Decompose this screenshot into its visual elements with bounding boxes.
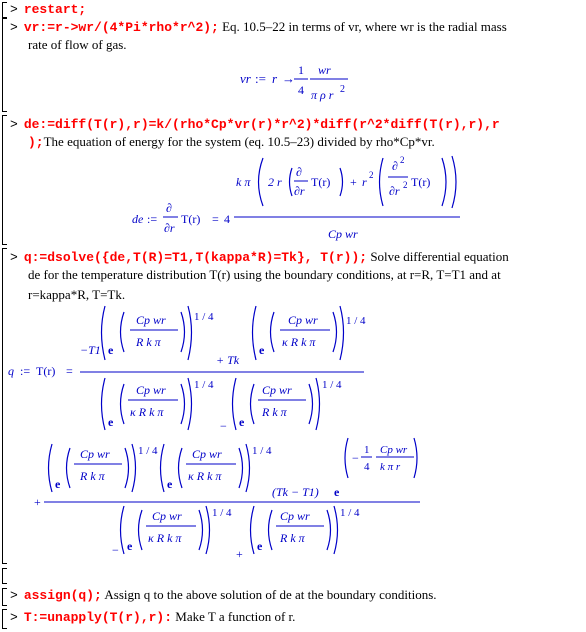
q-e9: e	[257, 539, 263, 553]
prompt: >	[10, 588, 18, 603]
vr-num2: wr	[318, 63, 331, 77]
q-d3: κ R k π	[130, 405, 164, 419]
prompt: >	[10, 250, 18, 265]
q-n4: Cp wr	[262, 383, 292, 397]
q-d5: R k π	[80, 469, 105, 483]
text-comment: Eq. 10.5–22 in terms of vr, where wr is the radial mass	[222, 19, 507, 34]
group-bracket[interactable]	[2, 2, 7, 18]
q-e4: e	[239, 415, 245, 429]
vr-assign: :=	[255, 71, 266, 86]
text-comment-continued: de for the temperature distribution T(r) using the boundary conditions, at r=R, T=T1 and at	[28, 267, 501, 282]
q-n1: Cp wr	[136, 313, 166, 327]
de-r: r	[362, 175, 367, 189]
de-dr2-exp: 2	[403, 180, 408, 190]
group-bracket[interactable]	[2, 609, 7, 629]
group-bracket[interactable]	[2, 568, 7, 584]
de-2r: 2 r	[268, 175, 282, 189]
de-T-a: T(r)	[311, 175, 331, 189]
output-q	[0, 302, 586, 564]
maple-command[interactable]: vr:=r->wr/(4*Pi*rho*r^2);	[23, 20, 219, 35]
de-partial2-exp: 2	[400, 155, 405, 165]
maple-command[interactable]: q:=dsolve({de,T(R)=T1,T(kappa*R)=Tk}, T(r));	[23, 250, 368, 265]
prompt: >	[10, 20, 18, 35]
text-comment-continued: rate of flow of gas.	[28, 37, 127, 52]
text-comment: Assign q to the above solution of de at the boundary conditions.	[104, 587, 437, 602]
text-comment: Make T a function of r.	[175, 609, 296, 624]
de-T-b: T(r)	[411, 175, 431, 189]
q-assign: :=	[20, 364, 31, 378]
vr-den2: π ρ r	[311, 88, 334, 102]
vr-exp: 2	[340, 84, 345, 95]
maple-command[interactable]: de:=diff(T(r),r)=k/(rho*Cp*vr(r)*r^2)*diff(r^2*diff(T(r),r),r	[23, 117, 500, 132]
q-n8: Cp wr	[152, 509, 182, 523]
de-eq: =	[212, 212, 219, 226]
q-d9: R k π	[280, 531, 305, 545]
q-e2: e	[259, 343, 265, 357]
prompt: >	[10, 610, 18, 625]
q-plusTk: + Tk	[216, 353, 240, 367]
q-q1: 1 / 4	[194, 311, 214, 323]
q-d6: κ R k π	[188, 469, 222, 483]
q-q5: 1 / 4	[138, 445, 158, 457]
q-d8: κ R k π	[148, 531, 182, 545]
de-assign: :=	[147, 212, 158, 226]
de-four: 4	[224, 212, 230, 226]
de-partial-a: ∂	[296, 165, 302, 179]
vr-var: r	[272, 71, 278, 86]
q-minus1: −	[220, 419, 227, 433]
q-n5: Cp wr	[80, 447, 110, 461]
prompt: >	[10, 117, 18, 132]
q-T: T(r)	[36, 364, 56, 378]
de-sq: 2	[369, 170, 374, 180]
de-partial: ∂	[166, 201, 172, 215]
text-comment-continued: r=kappa*R, T=Tk.	[28, 287, 126, 302]
q-e6: e	[167, 477, 173, 491]
q-minusT1: −T1	[80, 343, 101, 357]
input-line-assign[interactable]	[10, 586, 437, 605]
de-T: T(r)	[181, 212, 201, 226]
q-e8: e	[127, 539, 133, 553]
group-bracket[interactable]	[2, 588, 7, 606]
de-kpi: k π	[236, 175, 251, 189]
de-partial2: ∂	[392, 159, 398, 173]
q-n3: Cp wr	[136, 383, 166, 397]
vr-lhs: vr	[240, 71, 251, 86]
q-ne-n1: 1	[364, 444, 370, 456]
input-line-unapply[interactable]	[10, 608, 295, 627]
q-neg: −	[352, 451, 359, 465]
q-d2: κ R k π	[282, 335, 316, 349]
input-line-q[interactable]	[10, 248, 509, 267]
q-ne-n2: Cp wr	[380, 444, 408, 456]
prompt: >	[10, 2, 18, 17]
input-line-de[interactable]	[10, 115, 500, 134]
output-de	[0, 150, 586, 245]
q-e5: e	[55, 477, 61, 491]
maple-command[interactable]: assign(q);	[23, 588, 102, 603]
q-eq: =	[66, 364, 73, 378]
vr-arrow: →	[282, 71, 295, 86]
q-n9: Cp wr	[280, 509, 310, 523]
q-d1: R k π	[136, 335, 161, 349]
q-q6: 1 / 4	[252, 445, 272, 457]
de-dr: ∂r	[164, 221, 175, 235]
q-q3: 1 / 4	[194, 379, 214, 391]
q-d4: R k π	[262, 405, 287, 419]
q-e3: e	[108, 415, 114, 429]
q-plus: +	[34, 495, 41, 509]
de-lhs: de	[132, 212, 144, 226]
de-plus: +	[350, 175, 357, 189]
q-q2: 1 / 4	[346, 315, 366, 327]
maple-command[interactable]: restart;	[23, 2, 87, 17]
de-dr-a: ∂r	[294, 184, 305, 198]
text-comment: The equation of energy for the system (eq. 10.5–23) divided by rho*Cp*vr.	[43, 134, 435, 149]
q-ne-d1: 4	[364, 461, 370, 473]
q-minus2: −	[112, 543, 119, 557]
maple-command[interactable]: T:=unapply(T(r),r):	[23, 610, 173, 625]
q-e7: e	[334, 485, 340, 499]
de-dr2: ∂r	[389, 184, 400, 198]
q-plus2: +	[236, 547, 243, 561]
vr-den1: 4	[298, 83, 304, 97]
q-q8: 1 / 4	[212, 507, 232, 519]
maple-command-continued[interactable]: );	[28, 135, 44, 150]
q-n6: Cp wr	[192, 447, 222, 461]
q-q9: 1 / 4	[340, 507, 360, 519]
vr-num1: 1	[298, 63, 304, 77]
output-vr	[0, 58, 586, 118]
q-q4: 1 / 4	[322, 379, 342, 391]
q-lhs: q	[8, 364, 14, 378]
input-line-vr[interactable]	[10, 18, 507, 37]
q-tk-t1: (Tk − T1)	[272, 485, 319, 499]
text-comment: Solve differential equation	[370, 249, 509, 264]
q-e1: e	[108, 343, 114, 357]
q-n2: Cp wr	[288, 313, 318, 327]
input-line-restart[interactable]	[10, 0, 86, 19]
de-den: Cp wr	[328, 227, 358, 241]
q-ne-d2: k π r	[380, 461, 401, 473]
